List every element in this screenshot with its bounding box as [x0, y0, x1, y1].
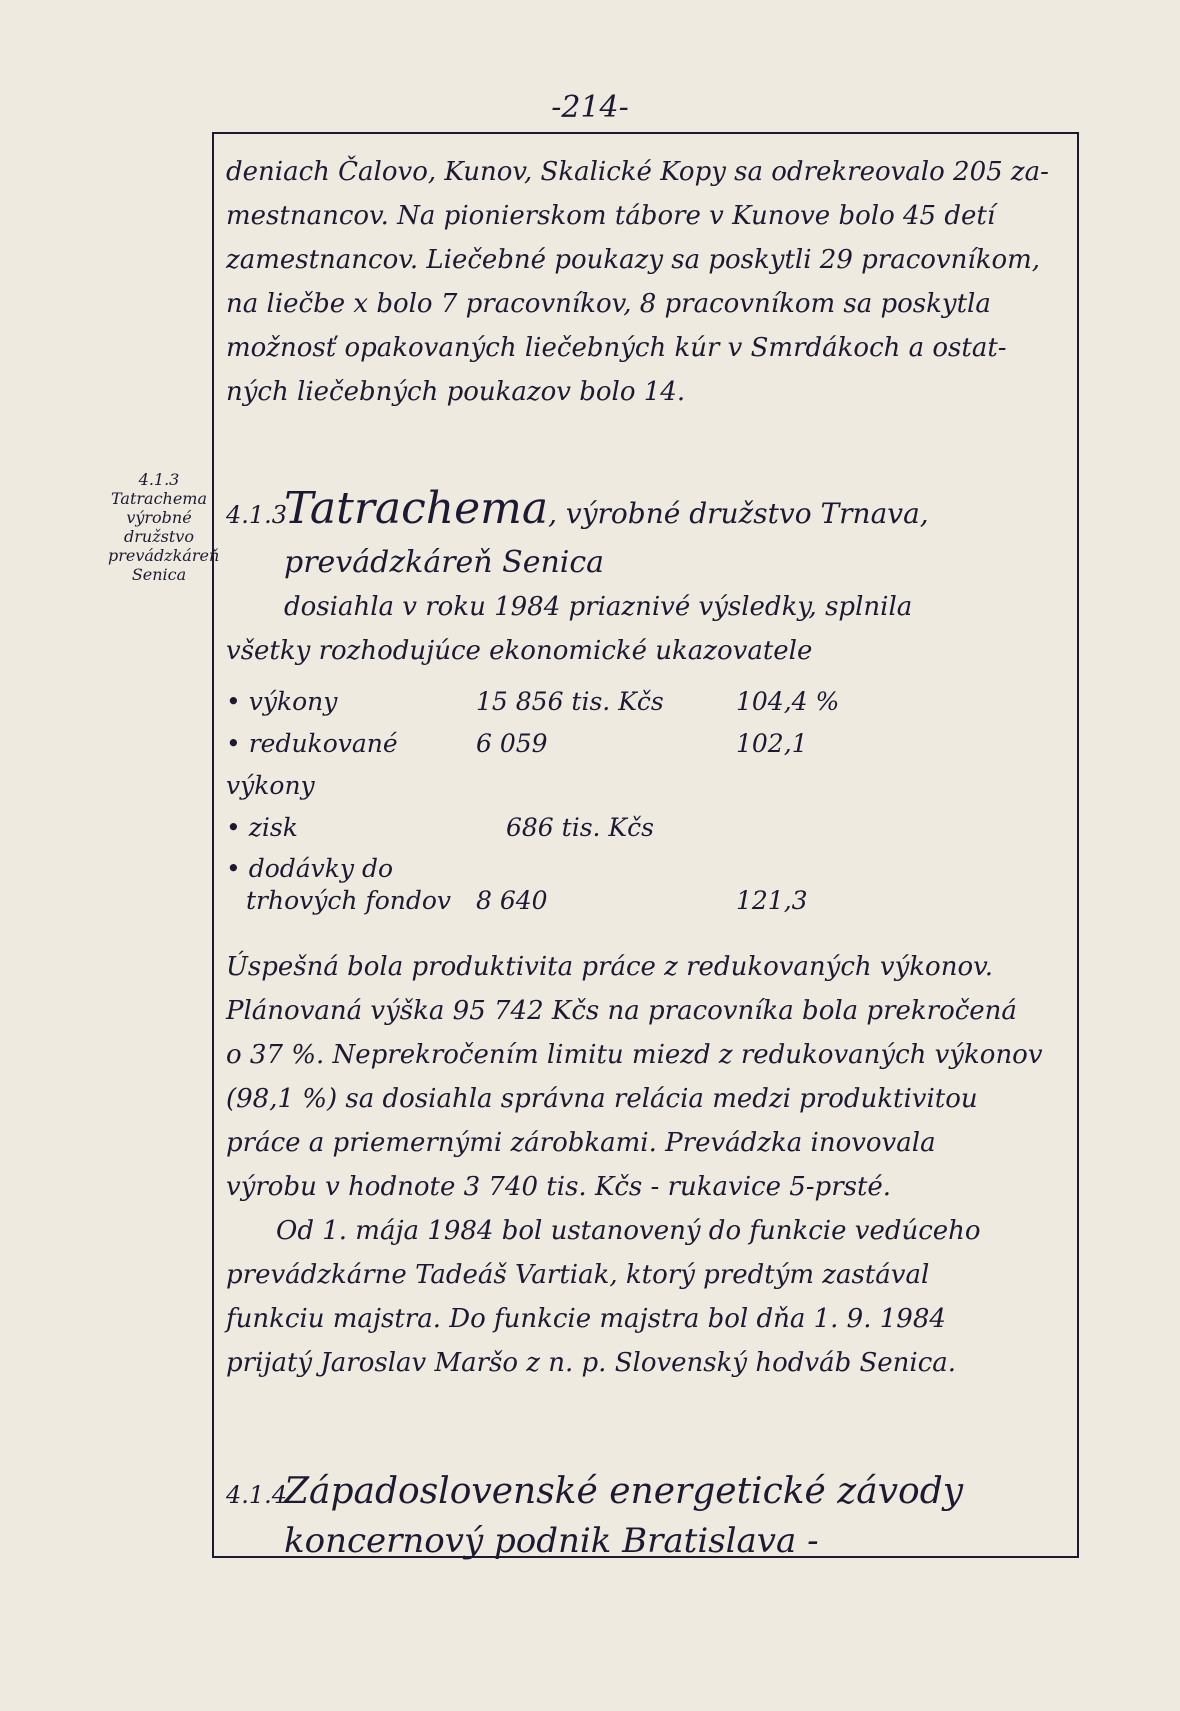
text-line: prijatý Jaroslav Maršo z n. p. Slovenský hodváb Senica. [226, 1348, 957, 1378]
productivity-paragraph [226, 945, 1066, 1209]
indicator-label: • redukované výkony [226, 729, 398, 800]
text-line: na liečbe x bolo 7 pracovníkov, 8 pracovníkom sa poskytla [226, 289, 991, 319]
lead-line: všetky rozhodujúce ekonomické ukazovatele [226, 636, 813, 666]
margin-note-line: Senica [131, 565, 187, 584]
indicator-value: 8 640 [476, 886, 548, 915]
text-line: práce a priemernými zárobkami. Prevádzka inovovala [226, 1128, 936, 1158]
indicator-label-group [226, 853, 476, 917]
indicator-row [226, 681, 1066, 723]
indicator-percent [736, 807, 936, 849]
indicator-value: 686 tis. Kčs [506, 813, 654, 842]
text-line: prevádzkárne Tadeáš Vartiak, ktorý predtým zastával [226, 1260, 930, 1290]
section-number: 4.1.3 [226, 501, 288, 529]
text-line: deniach Čalovo, Kunov, Skalické Kopy sa odrekreovalo 205 za- [226, 157, 1049, 187]
text-line: zamestnancov. Liečebné poukazy sa poskytli 29 pracovníkom, [226, 245, 1041, 275]
indicator-row [226, 807, 1066, 849]
text-line: Od 1. mája 1984 bol ustanovený do funkcie vedúceho [276, 1216, 981, 1246]
indicator-value: 6 059 [476, 729, 548, 758]
indicator-percent: 104,4 % [736, 687, 840, 716]
indicator-list [226, 681, 1066, 917]
section-4-1-3 [226, 482, 1066, 1385]
text-line: Úspešná bola produktivita práce z redukovaných výkonov. [226, 952, 993, 982]
text-line: mestnancov. Na pionierskom tábore v Kunove bolo 45 detí [226, 201, 996, 231]
page-content [226, 150, 1066, 1563]
page-number: -214- [551, 90, 629, 125]
intro-paragraph [226, 150, 1066, 414]
indicator-percent: 102,1 [736, 729, 808, 758]
margin-note-line: prevádzkáreň [108, 546, 220, 565]
section-title-line2: koncernový podnik Bratislava - [284, 1521, 819, 1561]
section-title-main: Tatrachema [284, 483, 549, 534]
margin-note-line: 4.1.3 [138, 470, 180, 489]
margin-note-line: výrobné [126, 508, 192, 527]
lead-line: dosiahla v roku 1984 priaznivé výsledky, splnila [284, 592, 913, 622]
section-heading [226, 482, 1066, 541]
text-line: (98,1 %) sa dosiahla správna relácia medzi produktivitou [226, 1084, 978, 1114]
text-line: o 37 %. Neprekročením limitu miezd z redukovaných výkonov [226, 1040, 1043, 1070]
text-line: funkciu majstra. Do funkcie majstra bol dňa 1. 9. 1984 [226, 1304, 946, 1334]
margin-note-line: družstvo [124, 527, 194, 546]
margin-note-line: Tatrachema [110, 489, 208, 508]
indicator-label: • dodávky do [226, 854, 394, 883]
text-line: ných liečebných poukazov bolo 14. [226, 377, 686, 407]
indicator-percent: 121,3 [736, 886, 808, 915]
section-heading [226, 1465, 1066, 1519]
section-title-line1: Západoslovenské energetické závody [284, 1471, 964, 1512]
indicator-row [226, 723, 1066, 807]
text-line: Plánovaná výška 95 742 Kčs na pracovníka bola prekročená [226, 996, 1017, 1026]
section-4-1-4 [226, 1465, 1066, 1563]
section-number: 4.1.4 [226, 1481, 288, 1509]
indicator-label: • zisk [226, 813, 298, 842]
indicator-row [226, 853, 1066, 917]
indicator-value: 15 856 tis. Kčs [476, 687, 664, 716]
indicator-label: trhových fondov [246, 886, 452, 915]
text-line: výrobu v hodnote 3 740 tis. Kčs - rukavice 5-prsté. [226, 1172, 892, 1202]
section-title-line2: prevádzkáreň Senica [284, 545, 605, 580]
indicator-label: • výkony [226, 687, 338, 716]
text-line: možnosť opakovaných liečebných kúr v Smrdákoch a ostat- [226, 333, 1007, 363]
personnel-paragraph [226, 1209, 1066, 1385]
section-title-rest: , výrobné družstvo Trnava, [548, 497, 929, 530]
margin-note [108, 470, 220, 584]
